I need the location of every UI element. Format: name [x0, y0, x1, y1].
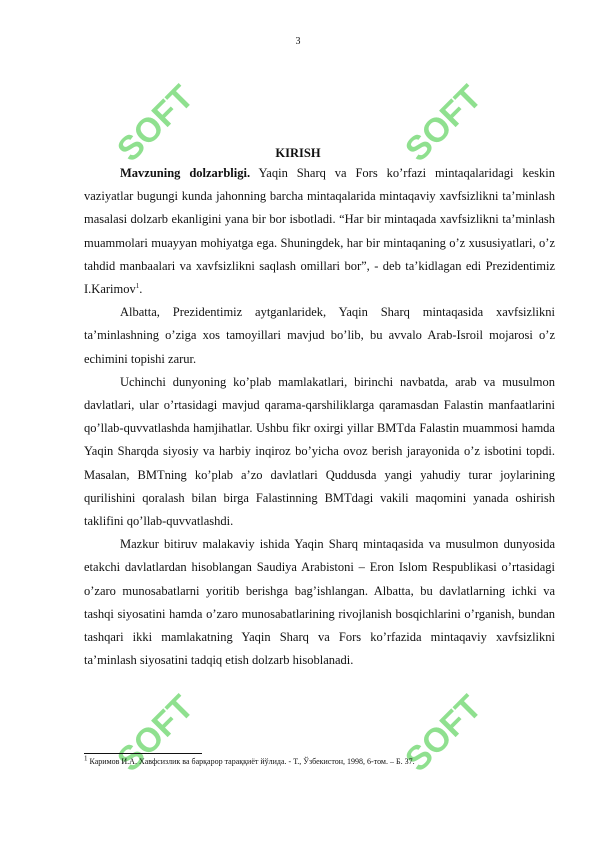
footnote-number: 1	[84, 754, 88, 763]
paragraph: Albatta, Prezidentimiz aytganlaridek, Yaqin Sharq mintaqasida xavfsizlikni ta’minlashning o’ziga xos tamoyillari mavjud bo’lib, bu avvalo Arab-Isroil mojarosi o’z echimini topishi zarur.	[84, 305, 555, 366]
svg-text:SOFT: SOFT	[110, 78, 202, 170]
paragraph-text: Yaqin Sharq va Fors ko’rfazi mintaqalaridagi keskin vaziyatlar bugungi kunda jahonning barcha mintaqalarida mintaqaviy xavfsizlikni ta’minlash masalasi dolzarb ekanligini yana bir bor isbotladi. “Har bir mintaqada xavfsizlikni ta’minlash muammolari muayyan mohiyatga ega. Shuningdek, har bir mintaqaning o’z xususiyatlari, o’z tahdid manbaalari va xavfsizlikni saqlash omillari bor”, - deb ta’kidlagan edi Prezidentimiz I.Karimov	[84, 166, 555, 297]
watermark-logo	[370, 660, 520, 810]
section-title: KIRISH	[275, 146, 321, 160]
paragraph: Mazkur bitiruv malakaviy ishida Yaqin Sharq mintaqasida va musulmon dunyosida etakchi davlatlardan hisoblangan Saudiya Arabistoni – Eron Islom Respublikasi o’rtasidagi o’zaro munosabatlarni yoritib berishga bag’ishlangan. Albatta, bu davlatlarning ichki va tashqi siyosatini hamda o’zaro munosabatlarining rivojlanish bosqichlarini o’rganish, bundan tashqari ikki mamlakatning Yaqin Sharq va Fors ko’rfazida mintaqaviy xavfsizlikni ta’minlash siyosatini tadqiq etish dolzarb hisoblanadi.	[84, 537, 555, 668]
footnote-ref[interactable]: 1	[135, 281, 140, 290]
paragraph: Uchinchi dunyoning ko’plab mamlakatlari, birinchi navbatda, arab va musulmon davlatlari, ular o’rtasidagi mavjud qarama-qarshiliklarga qaramasdan Falastin manfaatlarini qo’llab-quvvatlashda hamjihatlar. Ushbu fikr oxirgi yillar BMTda Falastin muammosi hamda Yaqin Sharqda siyosiy va harbiy inqiroz bo’yicha ovoz berish jarayonida o’z isbotini topdi. Masalan, BMTning ko’plab a’zo davlatlari Quddusda yangi yahudiy turar joylarining qurilishini qoralash bilan birga Falastinning BMTdagi vakili maqomini yanada oshirish taklifini qo’llab-quvvatlashdi.	[84, 374, 555, 529]
body-text	[84, 162, 555, 672]
paragraph-lead: Mavzuning dolzarbligi.	[120, 166, 251, 180]
footnote	[84, 754, 555, 767]
paragraph-tail: .	[139, 282, 143, 297]
svg-text:SOFT: SOFT	[398, 78, 490, 170]
watermark-logo	[82, 660, 232, 810]
footnote-text: Каримов И.А. Хавфсизлик ва барқарор тараққиёт йўлида. - Т., Ўзбекистон, 1998, 6-том. – Б. 37.	[87, 757, 415, 766]
svg-text:SOFT: SOFT	[398, 688, 490, 780]
svg-text:SOFT: SOFT	[110, 688, 202, 780]
page-number: 3	[295, 36, 301, 47]
paragraph	[84, 162, 555, 301]
footnote-divider	[84, 753, 202, 754]
